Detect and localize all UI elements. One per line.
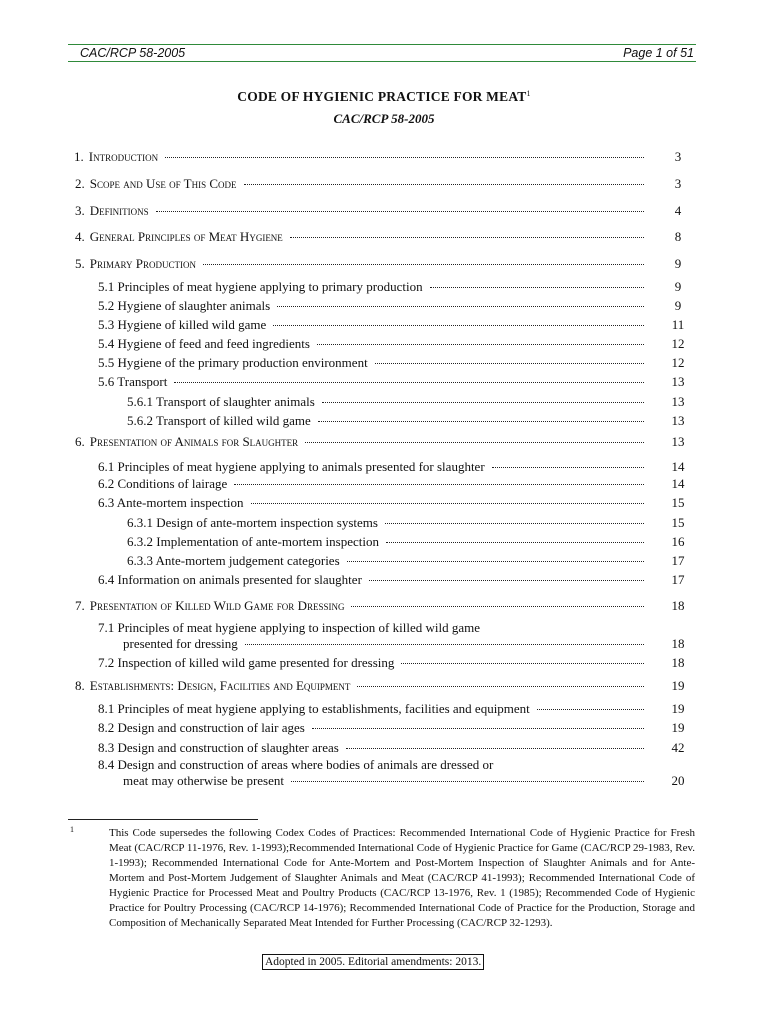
toc-page-number: 18 [671, 598, 685, 613]
toc-page-number: 19 [671, 701, 685, 716]
running-header [68, 44, 696, 62]
toc-entry-label: 8.3 Design and construction of slaughter areas [98, 740, 339, 755]
toc-dot-leader [156, 210, 644, 212]
toc-dot-leader [351, 605, 644, 607]
toc-entry[interactable] [123, 636, 650, 652]
toc-entry[interactable] [98, 374, 650, 390]
toc-dot-leader [234, 483, 644, 485]
toc-dot-leader [385, 522, 644, 524]
toc-entry-label-continued: presented for dressing [123, 636, 238, 651]
toc-dot-leader [174, 381, 644, 383]
toc-entry-label: 5.1 Principles of meat hygiene applying to primary production [98, 279, 423, 294]
toc-dot-leader [318, 420, 644, 422]
toc-dot-leader [165, 156, 644, 158]
toc-page-number: 13 [671, 413, 685, 428]
toc-page-number: 8 [674, 229, 682, 244]
toc-page-number: 9 [674, 256, 682, 271]
toc-entry-label: 5.5 Hygiene of the primary production environment [98, 355, 368, 370]
toc-entry[interactable] [74, 149, 650, 165]
toc-entry-label: 5.6.2 Transport of killed wild game [127, 413, 311, 428]
toc-dot-leader [346, 747, 644, 749]
toc-entry[interactable] [98, 317, 650, 333]
toc-entry[interactable] [98, 476, 650, 492]
toc-dot-leader [369, 579, 644, 581]
toc-entry-number: 2. [75, 176, 85, 191]
toc-entry-label: 7.1 Principles of meat hygiene applying to inspection of killed wild game [98, 620, 480, 635]
toc-page-number: 9 [674, 298, 682, 313]
toc-dot-leader [322, 401, 644, 403]
toc-page-number: 15 [671, 495, 685, 510]
toc-entry-label: 8.1 Principles of meat hygiene applying to establishments, facilities and equipment [98, 701, 530, 716]
toc-dot-leader [305, 441, 644, 443]
toc-entry[interactable] [98, 495, 650, 511]
toc-page-number: 17 [671, 572, 685, 587]
toc-dot-leader [430, 286, 644, 288]
toc-entry-label: 5.4 Hygiene of feed and feed ingredients [98, 336, 310, 351]
toc-entry-label: 8.4 Design and construction of areas where bodies of animals are dressed or [98, 757, 494, 772]
toc-entry-label: Presentation of Killed Wild Game for Dressing [89, 598, 345, 613]
toc-entry-number: 1. [74, 149, 84, 164]
toc-entry[interactable] [98, 701, 650, 717]
toc-entry[interactable] [75, 256, 650, 272]
document-subtitle: CAC/RCP 58-2005 [333, 111, 435, 126]
toc-entry-label: 6.4 Information on animals presented for slaughter [98, 572, 362, 587]
toc-entry[interactable] [98, 355, 650, 371]
toc-entry[interactable] [98, 572, 650, 588]
toc-entry-label: 6.3.3 Ante-mortem judgement categories [127, 553, 340, 568]
toc-dot-leader [492, 466, 644, 468]
toc-page-number: 3 [674, 176, 682, 191]
toc-entry-label: 6.3.2 Implementation of ante-mortem inspection [127, 534, 379, 549]
toc-page-number: 11 [671, 317, 685, 332]
toc-entry-number: 8. [75, 678, 85, 693]
toc-page-number: 16 [671, 534, 685, 549]
toc-entry[interactable] [98, 740, 650, 756]
adoption-note: Adopted in 2005. Editorial amendments: 2013. [262, 954, 484, 970]
toc-page-number: 15 [671, 515, 685, 530]
toc-entry-label: General Principles of Meat Hygiene [89, 229, 283, 244]
toc-page-number: 12 [671, 355, 685, 370]
toc-entry[interactable] [75, 598, 650, 614]
toc-entry[interactable] [75, 176, 650, 192]
document-title: CODE OF HYGIENIC PRACTICE FOR MEAT$^1$ [237, 89, 531, 104]
toc-entry-label: 5.6.1 Transport of slaughter animals [127, 394, 315, 409]
toc-entry-label: 8.2 Design and construction of lair ages [98, 720, 305, 735]
header-document-code: CAC/RCP 58-2005 [80, 46, 186, 60]
footnote-text: This Code supersedes the following Codex Codes of Practices: Recommended International Code of Hygienic Practice for Fresh Meat (CAC/RCP 11-1976, Rev. 1-1993);Recommended International Code of Hygienic Practice for Game (CAC/RCP 29-1983, Rev. 1-1993); Recommended International Code for Ante-Mortem and Post-Mortem Inspection of Slaughter Animals and for Ante-Mortem and Post-Mortem Judgement of Slaughter Animals and Meat (CAC/RCP 41-1993); Recommended International Code of Hygienic Practice for Processed Meat and Poultry Products (CAC/RCP 13-1976, Rev. 1 (1985); Recommended Code of Hygienic Practice for Poultry Processing (CAC/RCP 14-1976); Recommended International Code of Practice for the Production, Storage and Composition of Mechanically Separated Meat Intended for Further Processing (CAC/RCP 32-1293). [109, 827, 695, 929]
toc-page-number: 20 [671, 773, 685, 788]
toc-dot-leader [537, 708, 644, 710]
toc-page-number: 9 [674, 279, 682, 294]
toc-page-number: 13 [671, 374, 685, 389]
toc-entry[interactable] [127, 553, 650, 569]
toc-entry[interactable] [127, 413, 650, 429]
toc-entry-label: Primary Production [89, 256, 196, 271]
toc-page-number: 19 [671, 678, 685, 693]
toc-dot-leader [290, 236, 644, 238]
toc-page-number: 17 [671, 553, 685, 568]
toc-dot-leader [317, 343, 644, 345]
toc-entry-number: 5. [75, 256, 85, 271]
toc-entry-label: Introduction [88, 149, 159, 164]
toc-entry[interactable] [98, 336, 650, 352]
toc-entry[interactable] [127, 534, 650, 550]
toc-dot-leader [386, 541, 644, 543]
toc-entry[interactable] [127, 394, 650, 410]
toc-page-number: 19 [671, 720, 685, 735]
toc-entry-label: 5.3 Hygiene of killed wild game [98, 317, 267, 332]
toc-entry-label: 5.6 Transport [98, 374, 168, 389]
toc-entry-label: 6.3 Ante-mortem inspection [98, 495, 244, 510]
toc-page-number: 3 [674, 149, 682, 164]
toc-entry-label: Presentation of Animals for Slaughter [89, 434, 299, 449]
toc-entry[interactable] [127, 515, 650, 531]
toc-entry-label: 6.1 Principles of meat hygiene applying to animals presented for slaughter [98, 459, 485, 474]
toc-dot-leader [244, 183, 644, 185]
toc-entry-label: 7.2 Inspection of killed wild game presented for dressing [98, 655, 395, 670]
toc-entry-label: 6.2 Conditions of lairage [98, 476, 228, 491]
toc-page-number: 13 [671, 394, 685, 409]
toc-entry[interactable] [98, 459, 650, 475]
toc-page-number: 4 [674, 203, 682, 218]
header-page-number: Page 1 of 51 [623, 46, 694, 60]
toc-entry[interactable] [98, 655, 650, 671]
toc-page-number: 12 [671, 336, 685, 351]
toc-entry-label: Definitions [89, 203, 149, 218]
toc-entry-number: 7. [75, 598, 85, 613]
toc-entry-number: 3. [75, 203, 85, 218]
toc-page-number: 13 [671, 434, 685, 449]
toc-page-number: 14 [671, 476, 685, 491]
toc-dot-leader [375, 362, 644, 364]
toc-entry-label-continued: meat may otherwise be present [123, 773, 284, 788]
toc-dot-leader [357, 685, 644, 687]
toc-entry[interactable] [98, 298, 650, 314]
toc-dot-leader [312, 727, 644, 729]
title-footnote-mark: 1 [526, 89, 531, 98]
toc-page-number: 18 [671, 636, 685, 651]
footnote-separator [68, 819, 258, 820]
toc-entry-label: 6.3.1 Design of ante-mortem inspection systems [127, 515, 378, 530]
toc-entry[interactable] [98, 720, 650, 736]
toc-entry-label: Establishments: Design, Facilities and Equipment [89, 678, 351, 693]
toc-page-number: 14 [671, 459, 685, 474]
toc-page-number: 42 [671, 740, 685, 755]
toc-entry[interactable] [75, 229, 650, 245]
toc-entry-label: 5.2 Hygiene of slaughter animals [98, 298, 271, 313]
toc-entry-number: 6. [75, 434, 85, 449]
toc-entry[interactable] [75, 203, 650, 219]
toc-dot-leader [245, 643, 644, 645]
toc-dot-leader [251, 502, 644, 504]
toc-dot-leader [291, 780, 644, 782]
toc-entry[interactable] [98, 279, 650, 295]
toc-dot-leader [203, 263, 644, 265]
toc-dot-leader [401, 662, 644, 664]
toc-dot-leader [273, 324, 644, 326]
toc-entry[interactable] [123, 773, 650, 789]
toc-entry[interactable] [75, 434, 650, 450]
toc-dot-leader [277, 305, 644, 307]
toc-dot-leader [347, 560, 644, 562]
toc-page-number: 18 [671, 655, 685, 670]
footnote-mark: 1 [70, 825, 74, 834]
toc-entry-number: 4. [75, 229, 85, 244]
toc-entry[interactable] [75, 678, 650, 694]
toc-entry-label: Scope and Use of This Code [89, 176, 237, 191]
